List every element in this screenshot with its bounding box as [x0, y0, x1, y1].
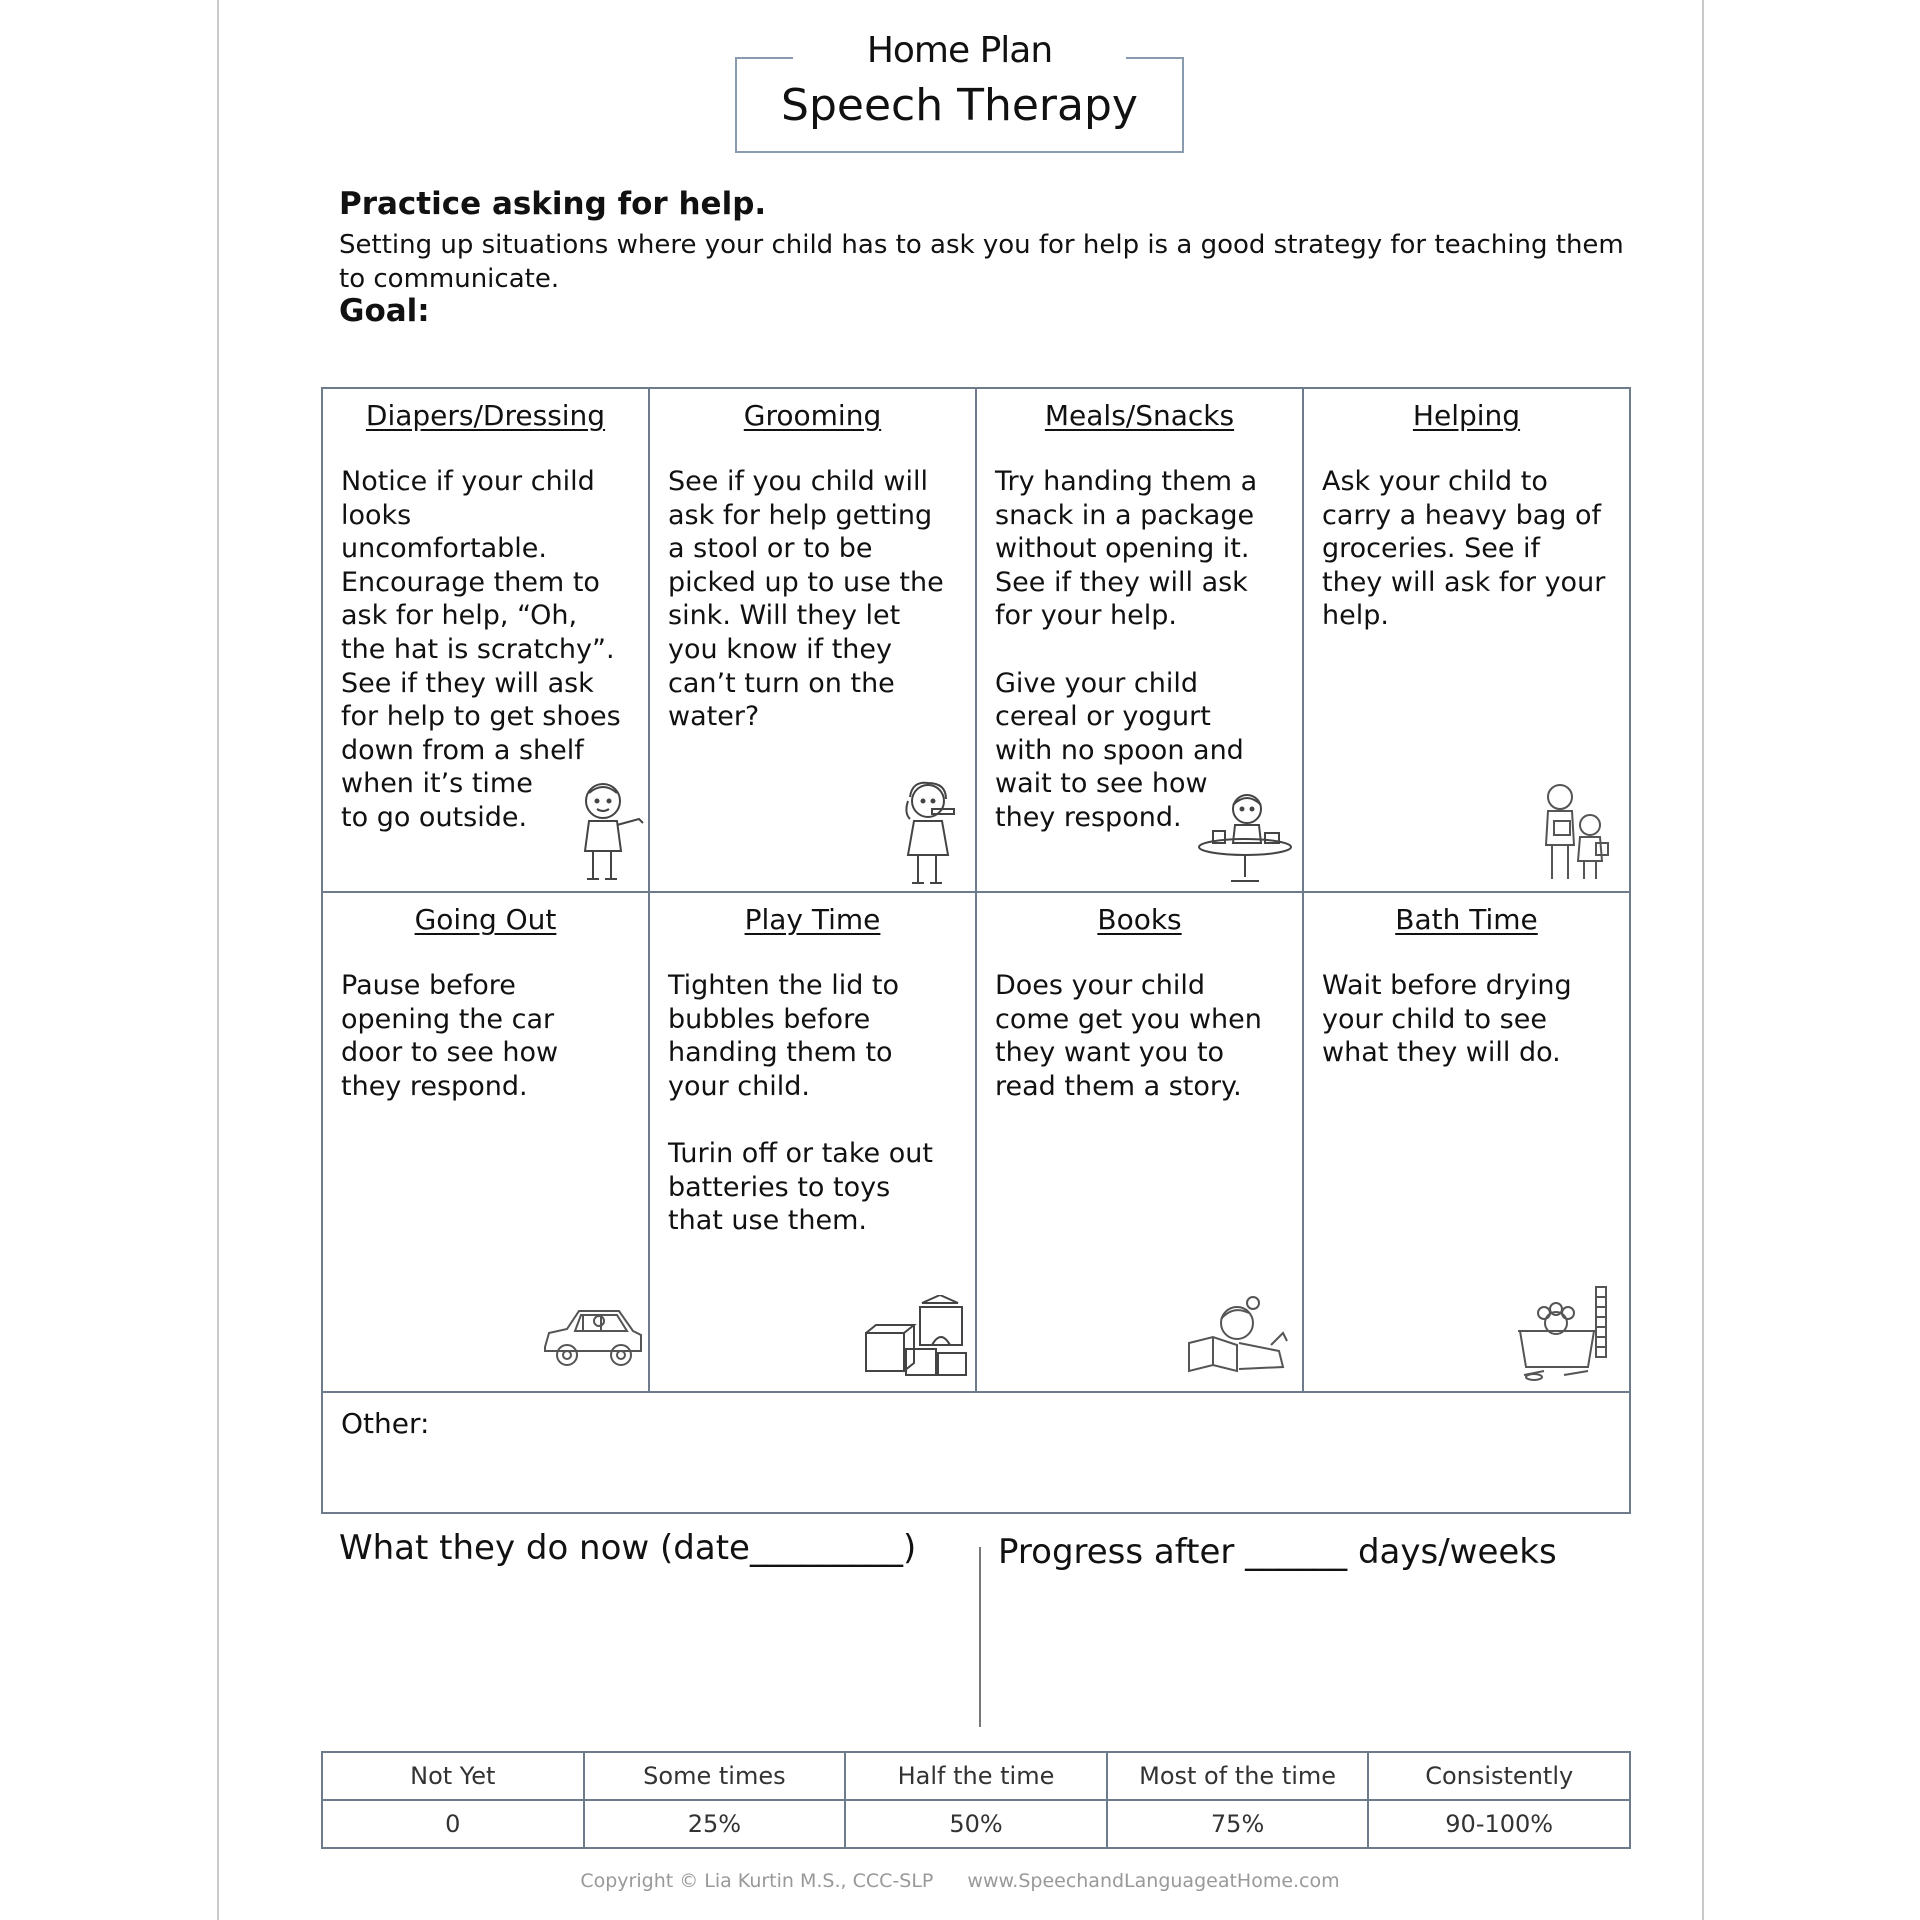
cell-going-out	[323, 893, 650, 1393]
scale-value: 0	[322, 1800, 584, 1848]
cell-diapers-dressing	[323, 389, 650, 893]
cell-text: Ask your child to carry a heavy bag of groceries. See if they will ask for your help.	[1322, 466, 1606, 632]
intro-title: Practice asking for help.	[339, 186, 767, 222]
scale-value: 75%	[1107, 1800, 1369, 1848]
cell-title: Helping	[1412, 399, 1521, 432]
cell-bath-time	[1304, 893, 1629, 1393]
page-title: Speech Therapy	[781, 80, 1138, 131]
cell-helping	[1304, 389, 1629, 893]
cell-text: Wait before drying your child to see what they will do.	[1322, 970, 1572, 1069]
cell-text: Pause before opening the car door to see how they respond.	[341, 970, 559, 1102]
scale-values-row	[322, 1800, 1630, 1848]
what-they-do-now-label: What they do now (date_________)	[339, 1528, 917, 1568]
header-subtitle: Home Plan	[866, 30, 1053, 71]
cell-title: Grooming	[743, 399, 882, 432]
scale-labels-row	[322, 1752, 1630, 1800]
cell-title: Books	[1097, 903, 1182, 936]
boy-putting-on-jacket-illustration	[573, 779, 647, 887]
scale-label: Half the time	[845, 1752, 1107, 1800]
scale-value: 50%	[845, 1800, 1107, 1848]
cell-meals-snacks	[977, 389, 1304, 893]
progress-after-label: Progress after ______ days/weeks	[998, 1532, 1557, 1572]
cell-text: Notice if your child looks uncomfortable. Encourage them to ask for help, “Oh, the hat is scratchy”. See if they will ask for help to get shoes down from a shelf when it’s time to go outside.	[341, 466, 621, 833]
cell-text: Does your child come get you when they want you to read them a story.	[995, 970, 1262, 1102]
scale-value: 25%	[584, 1800, 846, 1848]
intro-text: Setting up situations where your child has to ask you for help is a good strategy for teaching them to communicate.	[339, 230, 1624, 294]
cell-title: Play Time	[744, 903, 881, 936]
scale-label: Consistently	[1368, 1752, 1630, 1800]
child-at-table-illustration	[1195, 787, 1295, 887]
page-border-left	[217, 0, 219, 1920]
scale-label: Not Yet	[322, 1752, 584, 1800]
footer	[0, 1870, 1920, 1892]
cell-text: See if you child will ask for help getting a stool or to be picked up to use the sink. Will they let you know if they can’t turn on the water?	[668, 466, 944, 733]
other-label: Other:	[341, 1407, 430, 1440]
cell-title: Meals/Snacks	[1044, 399, 1235, 432]
cell-title: Bath Time	[1395, 903, 1538, 936]
girl-brushing-teeth-illustration	[890, 779, 970, 889]
website-link[interactable]: www.SpeechandLanguageatHome.com	[967, 1870, 1340, 1892]
cell-play-time	[650, 893, 977, 1393]
parent-and-child-carrying-bags-illustration	[1534, 781, 1614, 885]
car-illustration	[539, 1303, 647, 1373]
scale-value: 90-100%	[1368, 1800, 1630, 1848]
page-border-right	[1702, 0, 1704, 1920]
child-in-bathtub-illustration	[1514, 1283, 1618, 1383]
goal-label: Goal:	[339, 293, 430, 329]
cell-title: Going Out	[414, 903, 557, 936]
cell-title: Diapers/Dressing	[365, 399, 606, 432]
copyright-text: Copyright © Lia Kurtin M.S., CCC-SLP	[580, 1870, 934, 1892]
other-row	[323, 1393, 1629, 1512]
scale-label: Most of the time	[1107, 1752, 1369, 1800]
girl-reading-book-illustration	[1183, 1293, 1293, 1379]
cell-text: Tighten the lid to bubbles before handing them to your child. Turin off or take out batteries to toys that use them.	[668, 970, 933, 1237]
cell-text: Try handing them a snack in a package without opening it. See if they will ask for your help. Give your child cereal or yogurt with no spoon and wait to see how they respond.	[995, 466, 1258, 833]
cell-books	[977, 893, 1304, 1393]
activity-grid	[321, 387, 1631, 1514]
scale-label: Some times	[584, 1752, 846, 1800]
assessment-divider	[979, 1547, 981, 1727]
toy-blocks-illustration	[862, 1295, 972, 1379]
cell-grooming	[650, 389, 977, 893]
progress-scale-table	[321, 1751, 1631, 1849]
